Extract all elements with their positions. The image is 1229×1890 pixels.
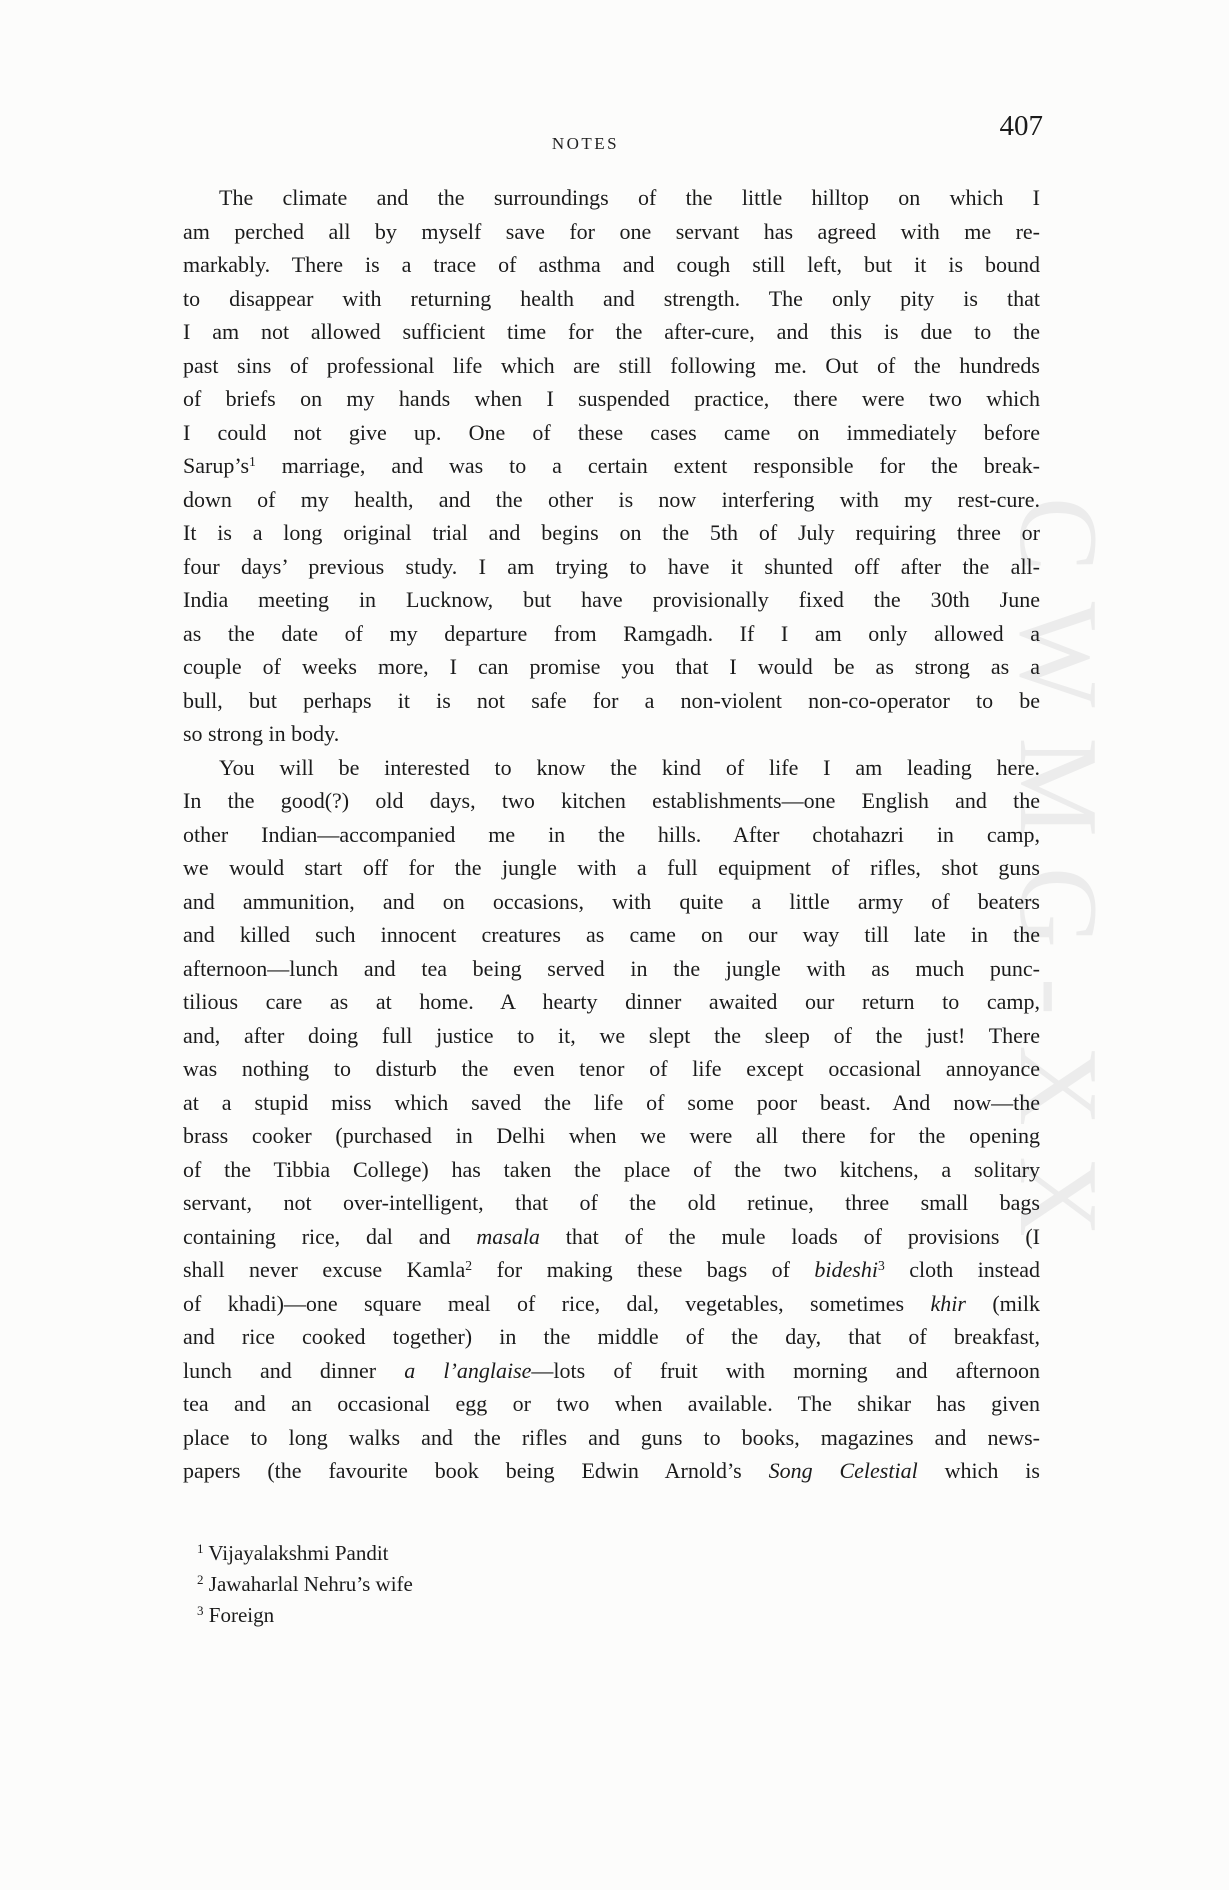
- text-line: papers (the favourite book being Edwin Arnold’s Song Celestial which is: [183, 1458, 1040, 1483]
- text-line: brass cooker (purchased in Delhi when we were all there for the opening: [183, 1123, 1040, 1148]
- footnote: $^3$ Foreign: [197, 1603, 275, 1627]
- text-line: other Indian—accompanied me in the hills. After chotahazri in camp,: [183, 821, 1040, 847]
- text-line: You will be interested to know the kind of life I am leading here.: [219, 754, 1040, 780]
- footnote: $^1$ Vijayalakshmi Pandit: [197, 1541, 389, 1565]
- text-line: we would start off for the jungle with a full equipment of rifles, shot guns: [183, 855, 1040, 880]
- text-line: India meeting in Lucknow, but have provisionally fixed the 30th June: [183, 587, 1040, 612]
- text-line: I am not allowed sufficient time for the after-cure, and this is due to the: [183, 319, 1040, 344]
- text-line: to disappear with returning health and strength. The only pity is that: [183, 285, 1040, 311]
- text-line: of khadi)—one square meal of rice, dal, vegetables, sometimes khir (milk: [183, 1290, 1040, 1316]
- text-line: am perched all by myself save for one servant has agreed with me re-: [183, 218, 1040, 244]
- text-line: and ammunition, and on occasions, with quite a little army of beaters: [183, 888, 1040, 914]
- text-line: markably. There is a trace of asthma and cough still left, but it is bound: [183, 252, 1040, 277]
- text-line: of briefs on my hands when I suspended practice, there were two which: [183, 386, 1040, 411]
- text-line: place to long walks and the rifles and guns to books, magazines and news-: [183, 1424, 1040, 1450]
- cwmg-watermark: CWMG-XX: [996, 497, 1120, 1267]
- text-line: $Sarup’s^1$ marriage, and was to a certain extent responsible for the break-: [183, 453, 1040, 478]
- paragraph: [183, 751, 1040, 1488]
- text-line: couple of weeks more, I can promise you that I would be as strong as a: [183, 654, 1040, 679]
- text-line: down of my health, and the other is now interfering with my rest-cure.: [183, 486, 1040, 512]
- text-line: at a stupid miss which saved the life of some poor beast. And now—the: [183, 1089, 1040, 1115]
- page-number: 407: [999, 110, 1043, 142]
- text-line: and killed such innocent creatures as came on our way till late in the: [183, 922, 1040, 947]
- text-line: past sins of professional life which are still following me. Out of the hundreds: [183, 352, 1040, 378]
- footnotes: [197, 1538, 897, 1631]
- text-line: containing rice, dal and masala that of the mule loads of provisions (I: [183, 1223, 1040, 1249]
- text-line: The climate and the surroundings of the little hilltop on which I: [219, 185, 1040, 210]
- text-line: In the good(?) old days, two kitchen establishments—one English and the: [183, 788, 1040, 813]
- text-line: four days’ previous study. I am trying to have it shunted off after the all-: [183, 553, 1040, 579]
- text-line: tilious care as at home. A hearty dinner awaited our return to camp,: [183, 989, 1040, 1014]
- text-line: and, after doing full justice to it, we slept the sleep of the just! There: [183, 1022, 1040, 1048]
- paragraph: [183, 181, 1040, 751]
- text-line: lunch and dinner a l’anglaise—lots of fruit with morning and afternoon: [183, 1357, 1040, 1383]
- text-line: shall never excuse Kamla$^2$ for making these bags of bideshi$^3$ cloth instead: [183, 1257, 1040, 1282]
- text-line: It is a long original trial and begins on the 5th of July requiring three or: [183, 520, 1040, 545]
- text-line: I could not give up. One of these cases came on immediately before: [183, 419, 1040, 445]
- text-line: was nothing to disturb the even tenor of life except occasional annoyance: [183, 1056, 1040, 1081]
- text-line: as the date of my departure from Ramgadh. If I am only allowed a: [183, 620, 1040, 646]
- text-line: so strong in body.: [183, 721, 340, 746]
- text-line: and rice cooked together) in the middle of the day, that of breakfast,: [183, 1324, 1040, 1349]
- text-line: of the Tibbia College) has taken the place of the two kitchens, a solitary: [183, 1156, 1040, 1182]
- text-line: servant, not over-intelligent, that of the old retinue, three small bags: [183, 1190, 1040, 1215]
- body-text: [183, 181, 1040, 1488]
- text-line: bull, but perhaps it is not safe for a non-violent non-co-operator to be: [183, 687, 1040, 713]
- footnote: $^2$ Jawaharlal Nehru’s wife: [197, 1572, 413, 1596]
- text-line: tea and an occasional egg or two when available. The shikar has given: [183, 1391, 1040, 1416]
- text-line: afternoon—lunch and tea being served in the jungle with as much punc-: [183, 955, 1040, 981]
- running-header-title: NOTES: [551, 134, 620, 153]
